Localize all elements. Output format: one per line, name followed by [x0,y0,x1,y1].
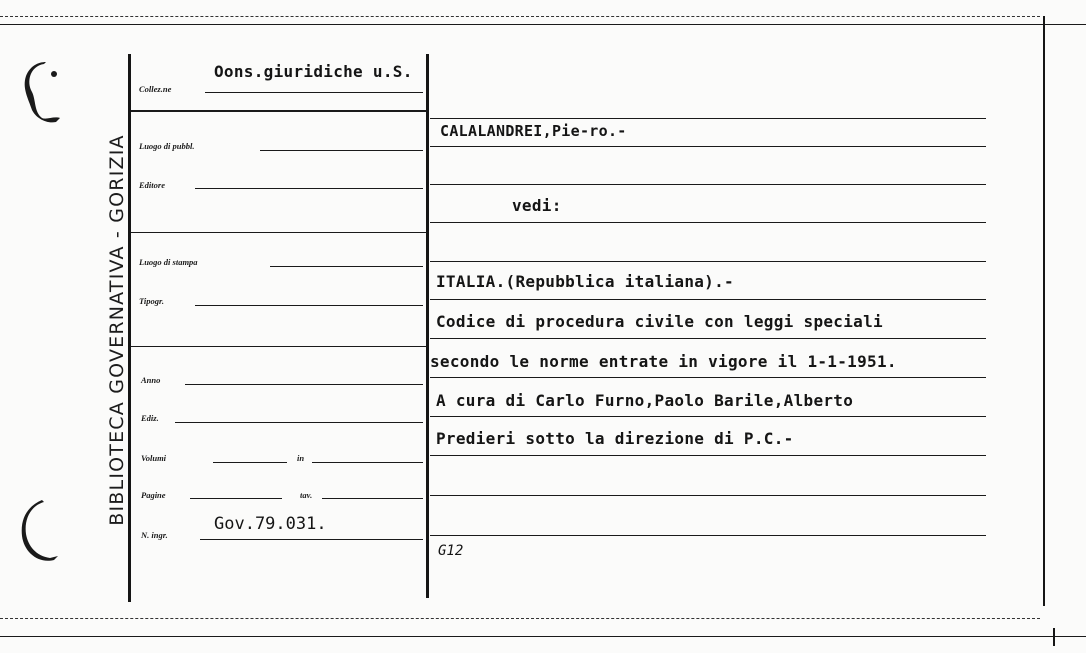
body-line-6: A cura di Carlo Furno,Paolo Barile,Alberto [436,391,854,410]
body-rule-6 [430,299,986,300]
body-rule-8 [430,377,986,378]
label-n-ingr: N. ingr. [141,530,168,540]
label-luogo-stampa: Luogo di stampa [139,257,198,267]
label-in: in [297,453,305,463]
line-tipogr [195,305,423,306]
right-edge-bottom [1053,628,1055,646]
top-edge [0,16,1040,17]
line-volumi [213,462,287,463]
body-rule-10 [430,455,986,456]
value-collezione: Oons.giuridiche u.S. [214,62,413,81]
body-line-1: CALALANDREI,Pie-ro.- [440,122,627,140]
right-edge [1043,16,1045,606]
body-line-2: vedi: [512,196,562,215]
body-rule-12 [430,535,986,536]
body-line-4: Codice di procedura civile con leggi speciali [436,312,883,331]
label-ediz: Ediz. [141,413,159,423]
label-pagine: Pagine [141,490,166,500]
body-rule-4 [430,222,986,223]
body-rule-9 [430,416,986,417]
body-footnote: G12 [438,543,464,559]
line-editore [195,188,423,189]
body-rule-3 [430,184,986,185]
body-line-7: Predieri sotto la direzione di P.C.- [436,429,794,448]
line-collezione [205,92,423,93]
line-anno [185,384,423,385]
line-n-ingr [200,539,423,540]
body-rule-5 [430,261,986,262]
rule-header-left [131,110,427,112]
body-rule-1 [430,118,986,119]
binding-hole-bottom [14,498,62,564]
line-in [312,462,423,463]
label-volumi: Volumi [141,453,167,463]
top-rule [0,24,1086,25]
rule-editore-end [131,232,427,233]
label-collezione: Collez.ne [139,84,172,94]
line-pagine [190,498,282,499]
rule-tipogr-end [131,346,427,347]
body-line-5: secondo le norme entrate in vigore il 1-1-1951. [430,352,897,371]
body-rule-11 [430,495,986,496]
label-editore: Editore [139,180,165,190]
label-anno: Anno [141,375,161,385]
center-vertical-rule [426,54,429,598]
body-line-3: ITALIA.(Repubblica italiana).- [436,272,734,291]
body-rule-7 [430,338,986,339]
line-luogo-stampa [270,266,423,267]
bottom-edge [0,618,1040,619]
line-tav [322,498,423,499]
value-n-ingr: Gov.79.031. [214,514,327,534]
left-vertical-rule [128,54,131,602]
institution-name: BIBLIOTECA GOVERNATIVA - GORIZIA [106,134,128,526]
label-tipogr: Tipogr. [139,296,164,306]
body-rule-2 [430,146,986,147]
bottom-rule [0,636,1086,637]
label-tav: tav. [300,490,313,500]
binding-hole-top [16,58,66,126]
line-luogo-pubbl [260,150,423,151]
label-luogo-pubbl: Luogo di pubbl. [139,141,195,151]
line-ediz [175,422,423,423]
